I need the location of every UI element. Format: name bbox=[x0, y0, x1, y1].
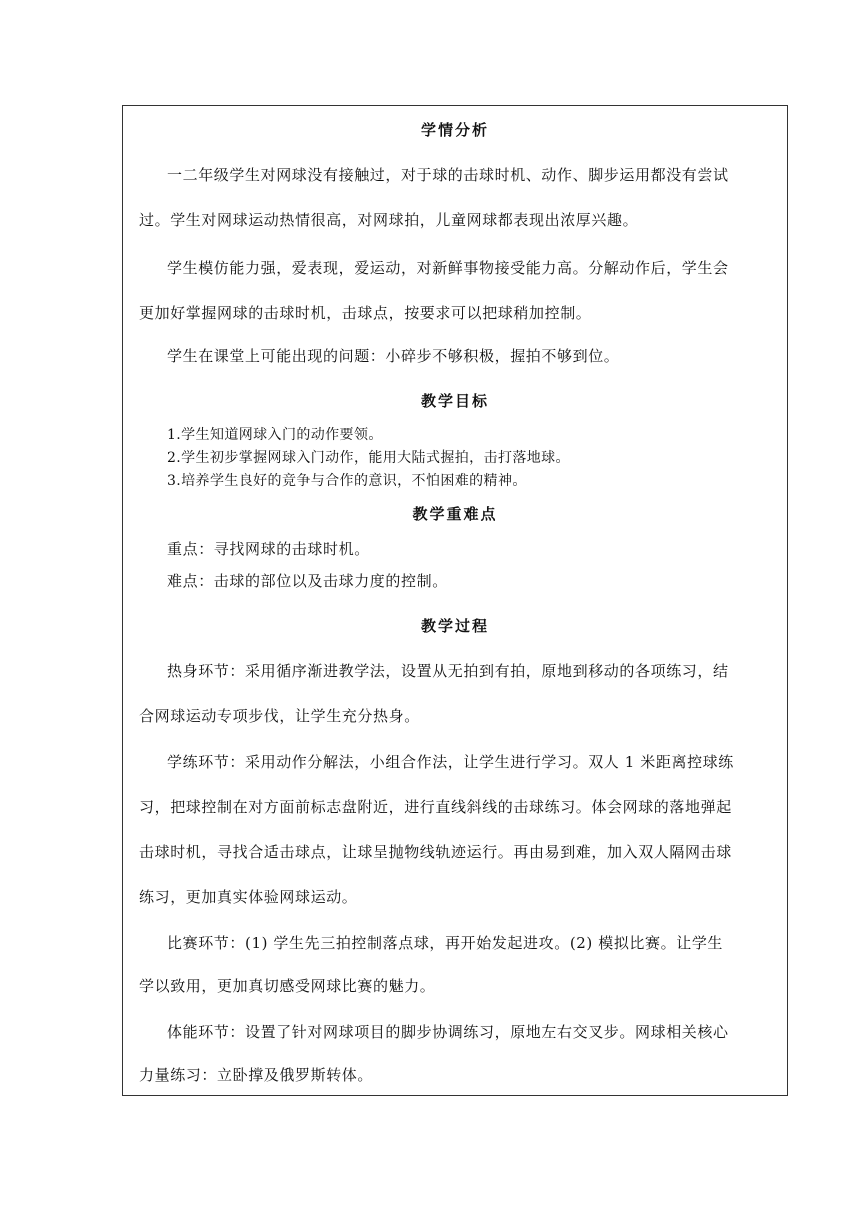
process-warmup-line-2: 合网球运动专项步伐，让学生充分热身。 bbox=[139, 707, 420, 725]
keypoint-focus: 重点：寻找网球的击球时机。 bbox=[167, 540, 370, 558]
keypoints-heading: 教学重难点 bbox=[412, 505, 498, 523]
analysis-paragraph-1-line-1: 一二年级学生对网球没有接触过，对于球的击球时机、动作、脚步运用都没有尝试 bbox=[167, 166, 729, 184]
analysis-paragraph-3: 学生在课堂上可能出现的问题：小碎步不够积极，握拍不够到位。 bbox=[167, 347, 620, 365]
goal-item-1: 1.学生知道网球入门的动作要领。 bbox=[167, 427, 383, 443]
process-practice-line-2: 习，把球控制在对方面前标志盘附近，进行直线斜线的击球练习。体会网球的落地弹起 bbox=[139, 798, 732, 816]
process-match-line-2: 学以致用，更加真切感受网球比赛的魅力。 bbox=[139, 977, 436, 995]
process-heading: 教学过程 bbox=[420, 617, 489, 635]
keypoint-difficulty: 难点：击球的部位以及击球力度的控制。 bbox=[167, 572, 448, 590]
goal-item-3: 3.培养学生良好的竞争与合作的意识，不怕困难的精神。 bbox=[167, 473, 527, 489]
analysis-paragraph-2-line-1: 学生模仿能力强，爱表现，爱运动，对新鲜事物接受能力高。分解动作后，学生会 bbox=[167, 259, 729, 277]
process-warmup-line-1: 热身环节：采用循序渐进教学法，设置从无拍到有拍，原地到移动的各项练习，结 bbox=[167, 662, 729, 680]
process-fitness-line-2: 力量练习：立卧撑及俄罗斯转体。 bbox=[139, 1066, 374, 1084]
process-fitness-line-1: 体能环节：设置了针对网球项目的脚步协调练习，原地左右交叉步。网球相关核心 bbox=[167, 1023, 729, 1041]
analysis-paragraph-2-line-2: 更加好掌握网球的击球时机，击球点，按要求可以把球稍加控制。 bbox=[139, 304, 592, 322]
process-match-line-1: 比赛环节：(1) 学生先三拍控制落点球，再开始发起进攻。(2) 模拟比赛。让学生 bbox=[167, 934, 724, 952]
lesson-plan-table bbox=[122, 105, 788, 1096]
goals-heading: 教学目标 bbox=[420, 392, 489, 410]
analysis-heading: 学情分析 bbox=[420, 121, 489, 139]
goal-item-2: 2.学生初步掌握网球入门动作，能用大陆式握拍，击打落地球。 bbox=[167, 450, 570, 466]
process-practice-line-3: 击球时机，寻找合适击球点，让球呈抛物线轨迹运行。再由易到难，加入双人隔网击球 bbox=[139, 843, 732, 861]
process-practice-line-1: 学练环节：采用动作分解法，小组合作法，让学生进行学习。双人 1 米距离控球练 bbox=[167, 753, 734, 771]
analysis-paragraph-1-line-2: 过。学生对网球运动热情很高，对网球拍，儿童网球都表现出浓厚兴趣。 bbox=[139, 211, 639, 229]
process-practice-line-4: 练习，更加真实体验网球运动。 bbox=[139, 888, 358, 906]
